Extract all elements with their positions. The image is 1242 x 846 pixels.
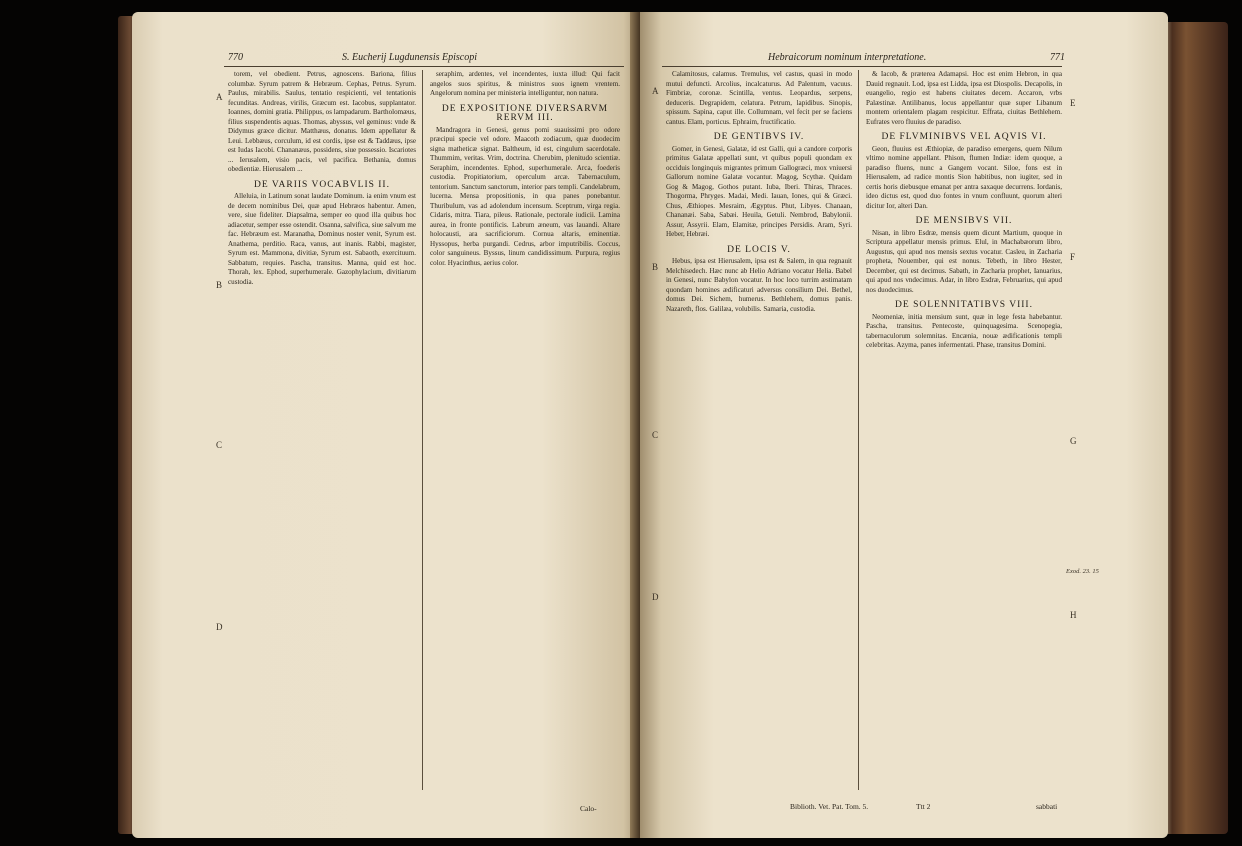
paragraph: Hebus, ipsa est Hierusalem, ipsa est & Salem, in qua regnauit Melchisedech. Hæc nunc ab Helio Adriano vocatur Helia. Babel in Genesi, nunc Babylon vocatur. In hoc loco turrim æstimatam quondam homines ædificaturi adversus consilium Dei. Bethel, domus Dei. Sichem, humerus. Bethlehem, domus panis. Nazareth, flos. Galilæa, volubilis. Samaria, custodia. <box>666 257 852 313</box>
header-rule-left <box>224 66 624 67</box>
margin-letter: B <box>216 280 223 290</box>
open-book <box>118 12 1228 838</box>
paragraph: Nisan, in libro Esdræ, mensis quem dicunt Martium, quoque in Scriptura appellatur mensis primus. Elul, in Machabæorum libro, Augustus, qui apud nos mensis sextus vocatur. Casleu, in Zacharia propheta, Nouember, qui est nonus. Tebeth, in libro Hester, December, qui est decimus. Sabath, in Zacharia prophet, Ianuarius, qui apud nos vndecimus. Adar, in libro Esdræ, Februarius, qui apud nos duodecimus. <box>866 228 1062 294</box>
margin-letter: C <box>216 440 223 450</box>
margin-letter: E <box>1070 98 1076 108</box>
column-divider-left <box>422 70 423 790</box>
margin-letter: C <box>652 430 659 440</box>
right-column-1 <box>666 70 852 794</box>
page-number-left: 770 <box>228 52 243 63</box>
margin-reference-note: Exod. 23. 15 <box>1066 568 1099 575</box>
margin-letter: H <box>1070 610 1077 620</box>
footer-signature-note: Biblioth. Vet. Pat. Tom. 5. <box>790 802 869 811</box>
running-title-right: Hebraicorum nominum interpretatione. <box>768 52 927 63</box>
book-cover-right <box>1158 22 1228 834</box>
section-heading: DE LOCIS V. <box>727 244 791 255</box>
margin-letter: A <box>216 92 223 102</box>
paragraph: Alleluia, in Latinum sonat laudate Dominum. ia enim vnum est de decem nominibus Dei, quæ apud Hebræos habentur. Amen, vere, siue fideliter. Diapsalma, semper eo quod illa quibus hoc adiacetur, semper esse ostendit. Osanna, salvifica, siue salvum me fac. Hebræum est. Maranatha, Dominus noster venit, Syrum est. Anathema, perditio. Raca, vanus, aut inanis. Rabbi, magister, Syrum est. Mammona, divitiæ, Syrum est. Sabaoth, exercituum. Sabbatum, requies. Pascha, transitus. Manna, quid est hoc. Thorah, lex. Ephod, superhumerale. Gazophylacium, divitiarum custodia. <box>228 192 416 286</box>
section-heading: DE EXPOSITIONE DIVERSARVM RERVM III. <box>441 103 609 123</box>
left-column-1 <box>228 70 416 794</box>
paragraph: torem, vel obedient. Petrus, agnoscens. Bariona, filius columbæ. Syrum patrem & Hebræum. Cephas, Petrus. Syrum. Paulus, mirabilis. Saulus, tentatio respicienti, vel tentationis fecunditas. Andreas, virilis, Græcum est. Iacobus, supplantator. Ioannes, domini gratia. Philippus, os lampadarum. Bartholomæus, filius suspendentis aquas. Thomas, abyssus, vel geminus: vnde & Didymus græce dicitur. Matthæus, donatus. Idem appellatur & Leui. Lebbæus, corculum, id est cordis, ipse est & Taddæus, ipse est Iudas Iacobi. Chananæus, possidens, siue possessio. Iscariotes ... Ierusalem, visio pacis, vel pacifica. Bethania, domus obedientiæ. Hierusalem ... <box>228 70 416 173</box>
right-page <box>640 12 1168 838</box>
margin-letter: F <box>1070 252 1076 262</box>
running-title-left: S. Eucherij Lugdunensis Episcopi <box>342 52 477 63</box>
margin-letter: D <box>652 592 659 602</box>
paragraph: Geon, fluuius est Æthiopiæ, de paradiso emergens, quem Nilum vltimo nomine appellant. Phison, flumen Indiæ: idem quoque, a paradiso fluens, nunc a Gangem vocant. Siloe, fons est in Hierusalem, ad radice montis Sion habitibus, non iugiter, sed in certis horis diebusque emanat per antra saxaque decurrens. Iordanis, ideo dictus est, quod duo fontes in vnum confluunt, quorum alteri dicitur Ior, alteri Dan. <box>866 144 1062 210</box>
section-heading: DE MENSIBVS VII. <box>915 216 1013 226</box>
section-heading: DE FLVMINIBVS VEL AQVIS VI. <box>881 132 1047 142</box>
column-divider-right <box>858 70 859 790</box>
paragraph: Gomer, in Genesi, Galatæ, id est Galli, qui a candore corporis primitus Galatæ appellati sunt, vt quibus populi quondam ex occiduis longinquis migrantes primum Gallogræci, mox vniuersi Gallorum nomine Galatæ vocantur. Magog, Scythæ. Quidam Gog & Magog, Gothos putant. Iuba, Iberi. Thiras, Thraces. Thogorma, Phryges. Madai, Medi. Iauan, Iones, qui & Græci. Chus, Æthiopes. Mesraim, Ægyptus. Phut, Libyes. Chanaan, Chananæi. Saba, Sabæi. Heuila, Getuli. Nembrod, Babylonii. Assur, Assyrii. Elam, Elamitæ, principes Persidis. Aram, Syri. Heber, Hebræi. <box>666 144 852 238</box>
section-heading: DE VARIIS VOCABVLIS II. <box>254 179 390 190</box>
margin-letter: A <box>652 86 659 96</box>
page-number-right: 771 <box>1050 52 1065 63</box>
paragraph: Neomeniæ, initia mensium sunt, quæ in lege festa habebantur. Pascha, transitus. Pentecoste, quinquagesima. Scenopegia, tabernaculorum solemnitas. Encænia, nouæ ædificationis templi celebritas. Azyma, panes infermentati. Phase, transitus Domini. <box>866 312 1062 349</box>
header-rule-right <box>662 66 1062 67</box>
paragraph: Mandragora in Genesi, genus pomi suauissimi pro odore præcipui specie vel odore. Maacoth zodiacum, quæ duodecim signa matheticæ signat. Baltheum, id est, cingulum sacerdotale. Thummim, veritas. Vrim, doctrina. Cherubim, plenitudo scientiæ. Seraphim, incendentes. Ephod, superhumerale. Arca, foederis custodia. Propitiatorium, operculum arcæ. Tabernaculum, tentorium. Sanctum sanctorum, interior pars templi. Candelabrum, lucerna. Mensa propositionis, in qua panes ponebantur. Thuribulum, vas ad adolendum incensum. Sceptrum, virga regia. Cidaris, mitra. Tiara, pileus. Rationale, pectorale iudicii. Lamina aurea, in fronte pontificis. Labrum æneum, vas lauandi. Altare holocausti, ara sacrificiorum. Cornua altaris, eminentiæ. Hyssopus, herba purgandi. Cedrus, arbor imputribilis. Coccus, color sanguineus. Byssus, linum candidissimum. Purpura, regius color. Hyacinthus, aerius color. <box>430 125 620 267</box>
paragraph: seraphim, ardentes, vel incendentes, iuxta illud: Qui facit angelos suos spiritus, & ministros suos ignem vrentem. Angelorum nomina per ministeria intelliguntur, non natura. <box>430 70 620 97</box>
left-column-2 <box>430 70 620 794</box>
margin-letter: D <box>216 622 223 632</box>
signature-mark: Ttt 2 <box>916 802 931 811</box>
catchword-right: sabbati <box>1036 802 1058 811</box>
margin-letter: G <box>1070 436 1077 446</box>
section-heading: DE GENTIBVS IV. <box>713 132 805 142</box>
paragraph: & Iacob, & præterea Adamapsi. Hoc est enim Hebron, in qua Dauid regnauit. Lod, ipsa est Lidda, ipsa est Diospolis. Decapolis, in euangelio, regio est habens ciuitates decem. Accaron, vrbs Palæstinæ. Antilibanus, locus appellantur quæ super Libanum montem orientalem plagam respicitur. Effrata, ciuitas Bethlehem. Eufrates vero fluuius de paradiso. <box>866 70 1062 126</box>
right-column-2 <box>866 70 1062 794</box>
margin-letter: B <box>652 262 659 272</box>
catchword-left: Calo- <box>580 804 597 813</box>
left-page <box>132 12 644 838</box>
paragraph: Calamitosus, calamus. Tremulus, vel castus, quasi in modo mutui defuncti. Arcolius, incalcaturus. Ad Palentum, vacuus. Fimbriæ, coronæ. Scintilla, ventus. Leopardus, serpens, deduceris. Degrapidem, celatura. Petrum, lapidibus. Sinopis, spissum. Sapina, caput ille. Collumnam, vel fecit per se faciens cantus. Elam, porticus. Ephraim, fructificatio. <box>666 70 852 126</box>
section-heading: DE SOLENNITATIBVS VIII. <box>895 300 1033 310</box>
